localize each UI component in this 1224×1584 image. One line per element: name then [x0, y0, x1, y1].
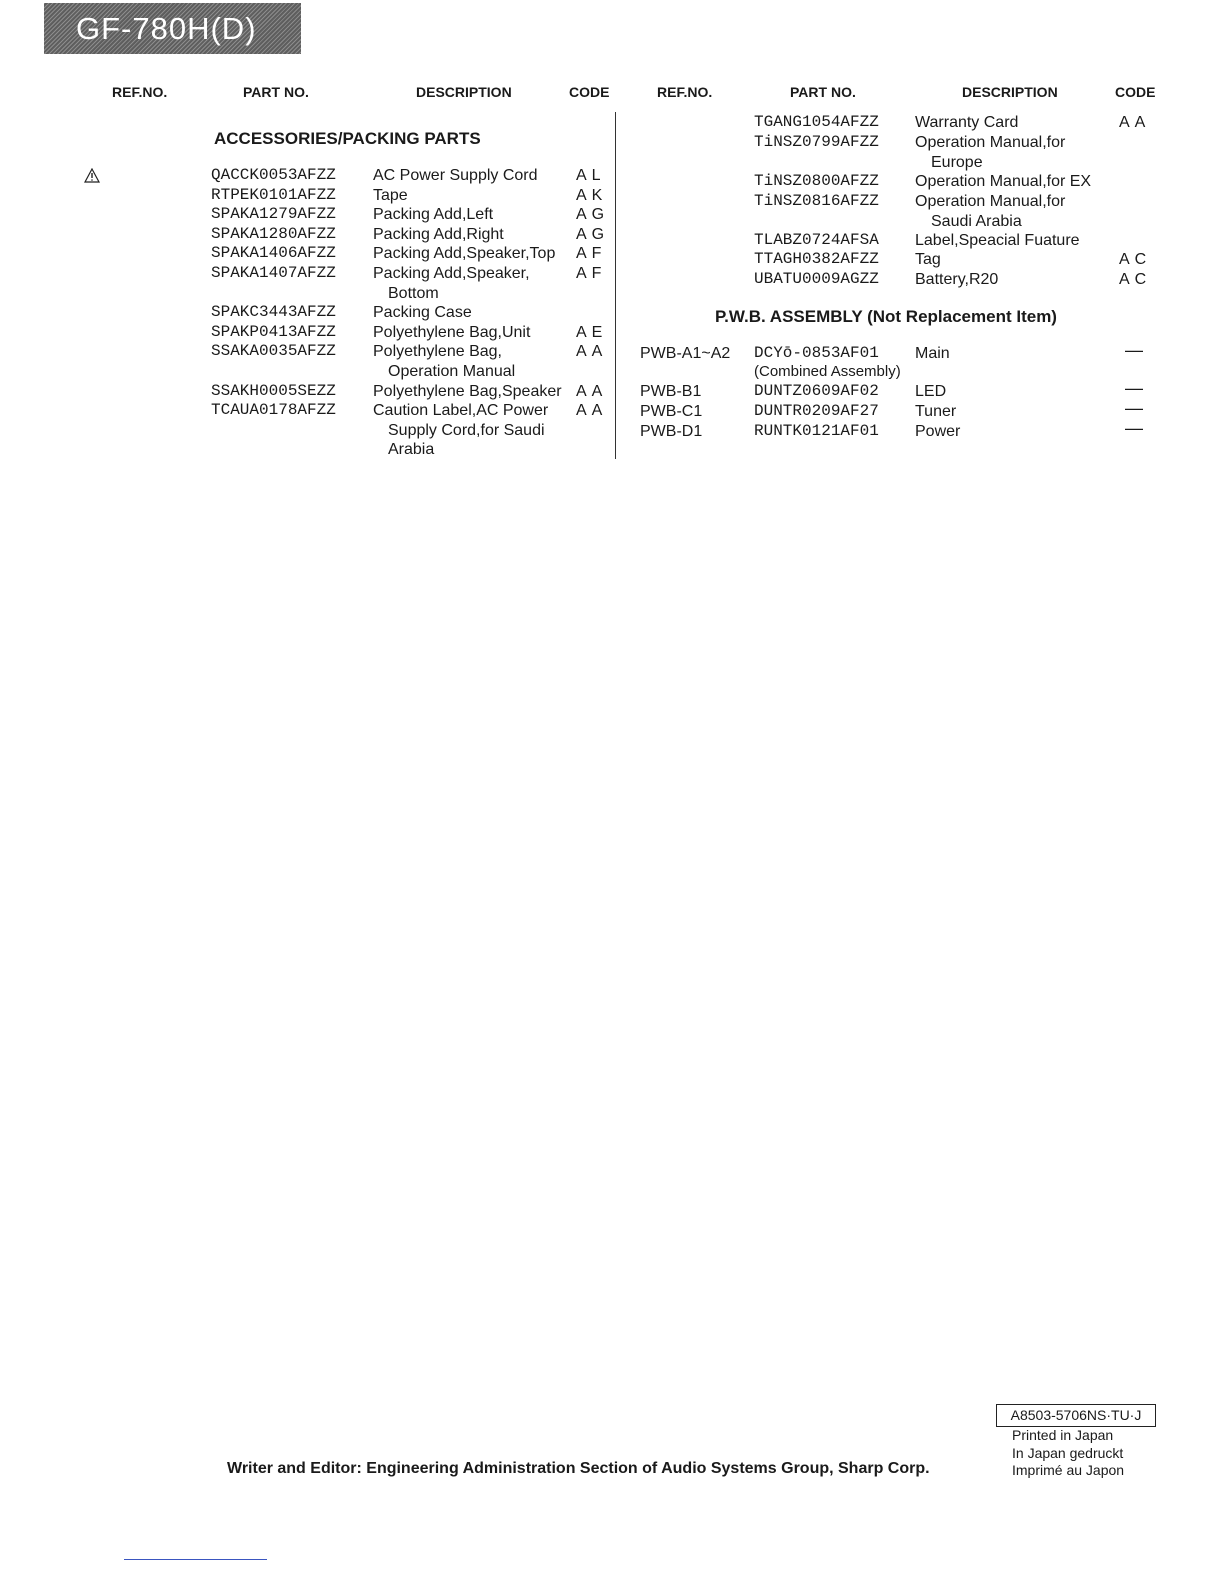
part-description: Operation Manual,for — [915, 134, 1066, 151]
part-number: TCAUA0178AFZZ — [211, 401, 336, 419]
part-number: SPAKA1279AFZZ — [211, 205, 336, 223]
price-code-dash: — — [1125, 398, 1143, 418]
price-code-dash: — — [1125, 418, 1143, 438]
header-description-right: DESCRIPTION — [962, 84, 1058, 100]
part-description: AC Power Supply Cord — [373, 167, 538, 184]
part-number: SPAKA1406AFZZ — [211, 244, 336, 262]
header-ref-no-left: REF.NO. — [112, 84, 168, 100]
part-description: Packing Add,Speaker,Top — [373, 245, 556, 262]
printed-in-japan-de: In Japan gedruckt — [1012, 1445, 1124, 1461]
part-number: SPAKP0413AFZZ — [211, 323, 336, 341]
price-code: AG — [576, 206, 610, 223]
part-description: Power — [915, 423, 961, 440]
price-code: AK — [576, 187, 608, 204]
price-code: AA — [576, 383, 608, 400]
part-description: Polyethylene Bag, — [373, 343, 502, 360]
part-number: TLABZ0724AFSA — [754, 231, 879, 249]
part-number: SSAKA0035AFZZ — [211, 342, 336, 360]
part-number: SPAKC3443AFZZ — [211, 303, 336, 321]
pwb-ref-number: PWB-B1 — [640, 383, 702, 400]
part-number: DUNTZ0609AF02 — [754, 382, 879, 400]
part-description: Polyethylene Bag,Unit — [373, 324, 531, 341]
part-description: Tuner — [915, 403, 957, 420]
price-code: AC — [1119, 251, 1152, 268]
part-description: Polyethylene Bag,Speaker — [373, 383, 562, 400]
part-description: Tape — [373, 187, 408, 204]
part-number: DCYō-0853AF01 — [754, 344, 879, 362]
part-number: DUNTR0209AF27 — [754, 402, 879, 420]
part-description: Label,Speacial Fuature — [915, 232, 1080, 249]
part-description: Packing Add,Speaker, — [373, 265, 530, 282]
catalog-number: A8503-5706NS·TU·J — [996, 1404, 1156, 1427]
pwb-ref-number: PWB-D1 — [640, 423, 703, 440]
part-description: Europe — [931, 153, 983, 171]
accessories-section-title: ACCESSORIES/PACKING PARTS — [214, 129, 481, 148]
part-description: Warranty Card — [915, 114, 1019, 131]
pwb-ref-number: PWB-C1 — [640, 403, 703, 420]
model-title: GF-780H(D) — [44, 3, 301, 54]
part-description: Packing Case — [373, 304, 472, 321]
part-number: SSAKH0005SEZZ — [211, 382, 336, 400]
part-number: SPAKA1407AFZZ — [211, 264, 336, 282]
header-part-no-left: PART NO. — [243, 84, 309, 100]
part-number: RUNTK0121AF01 — [754, 422, 879, 440]
safety-warning-icon — [84, 168, 100, 183]
price-code-dash: — — [1125, 378, 1143, 398]
header-part-no-right: PART NO. — [790, 84, 856, 100]
part-number: TiNSZ0799AFZZ — [754, 133, 879, 151]
part-description: Arabia — [388, 441, 435, 458]
part-description: Operation Manual,for — [915, 193, 1066, 210]
pwb-section-title: P.W.B. ASSEMBLY (Not Replacement Item) — [715, 307, 1057, 326]
part-number: TTAGH0382AFZZ — [754, 250, 879, 268]
column-divider — [615, 112, 616, 459]
part-description: Battery,R20 — [915, 271, 999, 288]
part-number: UBATU0009AGZZ — [754, 270, 879, 288]
part-description: Packing Add,Left — [373, 206, 494, 223]
price-code: AF — [576, 245, 607, 262]
price-code-dash: — — [1125, 340, 1143, 360]
header-code-right: CODE — [1115, 84, 1156, 100]
part-number: QACCK0053AFZZ — [211, 166, 336, 184]
writer-editor-credit: Writer and Editor: Engineering Administration Section of Audio Systems Group, Sharp Corp. — [227, 1460, 930, 1477]
price-code: AC — [1119, 271, 1152, 288]
price-code: AA — [576, 343, 608, 360]
price-code: AF — [576, 265, 607, 282]
price-code: AA — [1119, 114, 1151, 131]
price-code: AL — [576, 167, 606, 184]
part-description: Main — [915, 345, 950, 362]
assembly-note: (Combined Assembly) — [754, 363, 901, 380]
printed-in-japan-fr: Imprimé au Japon — [1012, 1462, 1125, 1478]
pwb-ref-number: PWB-A1~A2 — [640, 345, 731, 362]
part-description: Packing Add,Right — [373, 226, 504, 243]
part-description: Bottom — [388, 284, 439, 302]
part-description: Caution Label,AC Power — [373, 402, 549, 419]
price-code: AG — [576, 226, 610, 243]
part-description: LED — [915, 383, 947, 400]
printed-in-japan-en: Printed in Japan — [1012, 1427, 1114, 1443]
price-code: AA — [576, 402, 608, 419]
header-ref-no-right: REF.NO. — [657, 84, 713, 100]
part-number: TiNSZ0816AFZZ — [754, 192, 879, 210]
part-description: Operation Manual — [388, 362, 516, 380]
part-description: Tag — [915, 251, 941, 268]
part-number: TGANG1054AFZZ — [754, 113, 879, 131]
part-number: TiNSZ0800AFZZ — [754, 172, 879, 190]
header-code-left: CODE — [569, 84, 610, 100]
part-description: Supply Cord,for Saudi — [388, 421, 545, 439]
header-description-left: DESCRIPTION — [416, 84, 512, 100]
part-description: Operation Manual,for EX — [915, 173, 1092, 190]
part-number: SPAKA1280AFZZ — [211, 225, 336, 243]
part-number: RTPEK0101AFZZ — [211, 186, 336, 204]
price-code: AE — [576, 324, 608, 341]
footer-rule — [124, 1559, 267, 1560]
part-description: Saudi Arabia — [931, 212, 1022, 230]
